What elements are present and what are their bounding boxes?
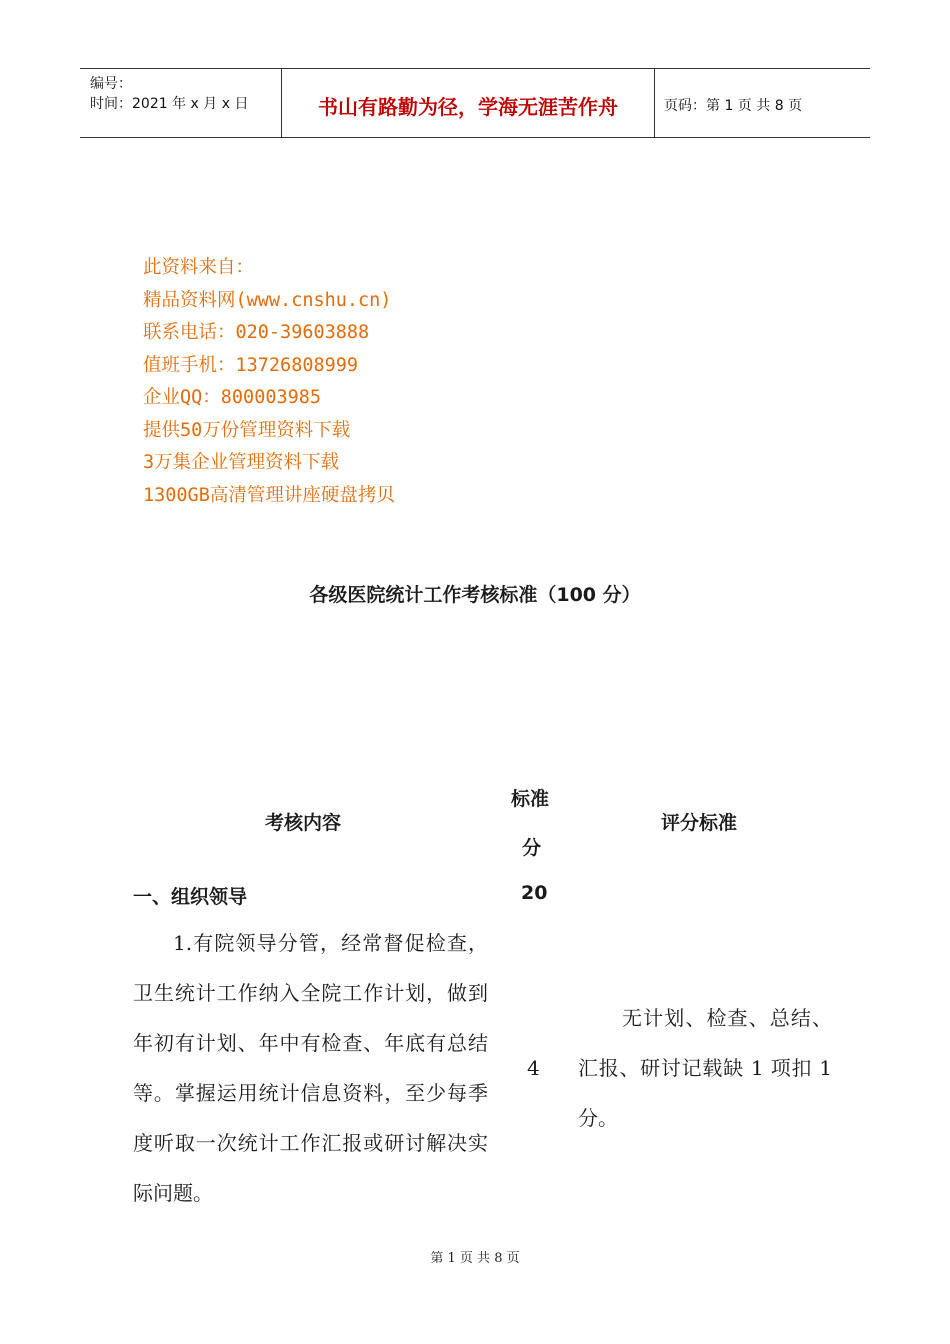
column-header-criteria: 评分标准 (661, 812, 738, 834)
ad-line-website: 精品资料网(www.cnshu.cn) (143, 289, 392, 311)
ad-line-offer-1: 提供50万份管理资料下载 (143, 419, 351, 441)
source-ad-block (143, 252, 395, 512)
column-header-score-line-1: 标准 (511, 788, 550, 810)
page-footer: 第 1 页 共 8 页 (430, 1251, 520, 1266)
ad-line-source: 此资料来自： (143, 257, 255, 278)
item-1-score: 4 (527, 1056, 540, 1080)
serial-number-label: 编号： (90, 76, 132, 92)
document-header (80, 68, 870, 138)
header-page-cell (654, 69, 870, 137)
ad-line-qq: 企业QQ：800003985 (143, 387, 322, 408)
section-title: 一、组织领导 (133, 886, 248, 908)
column-header-content: 考核内容 (265, 812, 342, 834)
ad-line-mobile: 值班手机：13726808999 (143, 354, 359, 376)
motto-text: 书山有路勤为径，学海无涯苦作舟 (318, 95, 618, 119)
column-header-score-line-2: 分 (522, 837, 542, 859)
item-1-content: 1.有院领导分管，经常督促检查，卫生统计工作纳入全院工作计划，做到年初有计划、年中有检查、年底有总结等。掌握运用统计信息资料，至少每季度听取一次统计工作汇报或研讨解决实际问题。 (133, 931, 488, 1205)
document-title: 各级医院统计工作考核标准（100 分） (309, 584, 641, 606)
ad-line-offer-3: 1300GB高清管理讲座硬盘拷贝 (143, 484, 395, 506)
section-score: 20 (521, 882, 548, 904)
time-label: 时间：2021 年 x 月 x 日 (90, 96, 249, 112)
header-meta-cell (80, 69, 280, 137)
ad-line-offer-2: 3万集企业管理资料下载 (143, 452, 340, 473)
item-1-criteria: 无计划、检查、总结、汇报、研讨记载缺 1 项扣 1 分。 (578, 1006, 832, 1130)
ad-line-phone: 联系电话：020-39603888 (143, 322, 370, 343)
page-number-label: 页码：第 1 页 共 8 页 (664, 98, 803, 114)
header-motto-cell (281, 69, 655, 137)
